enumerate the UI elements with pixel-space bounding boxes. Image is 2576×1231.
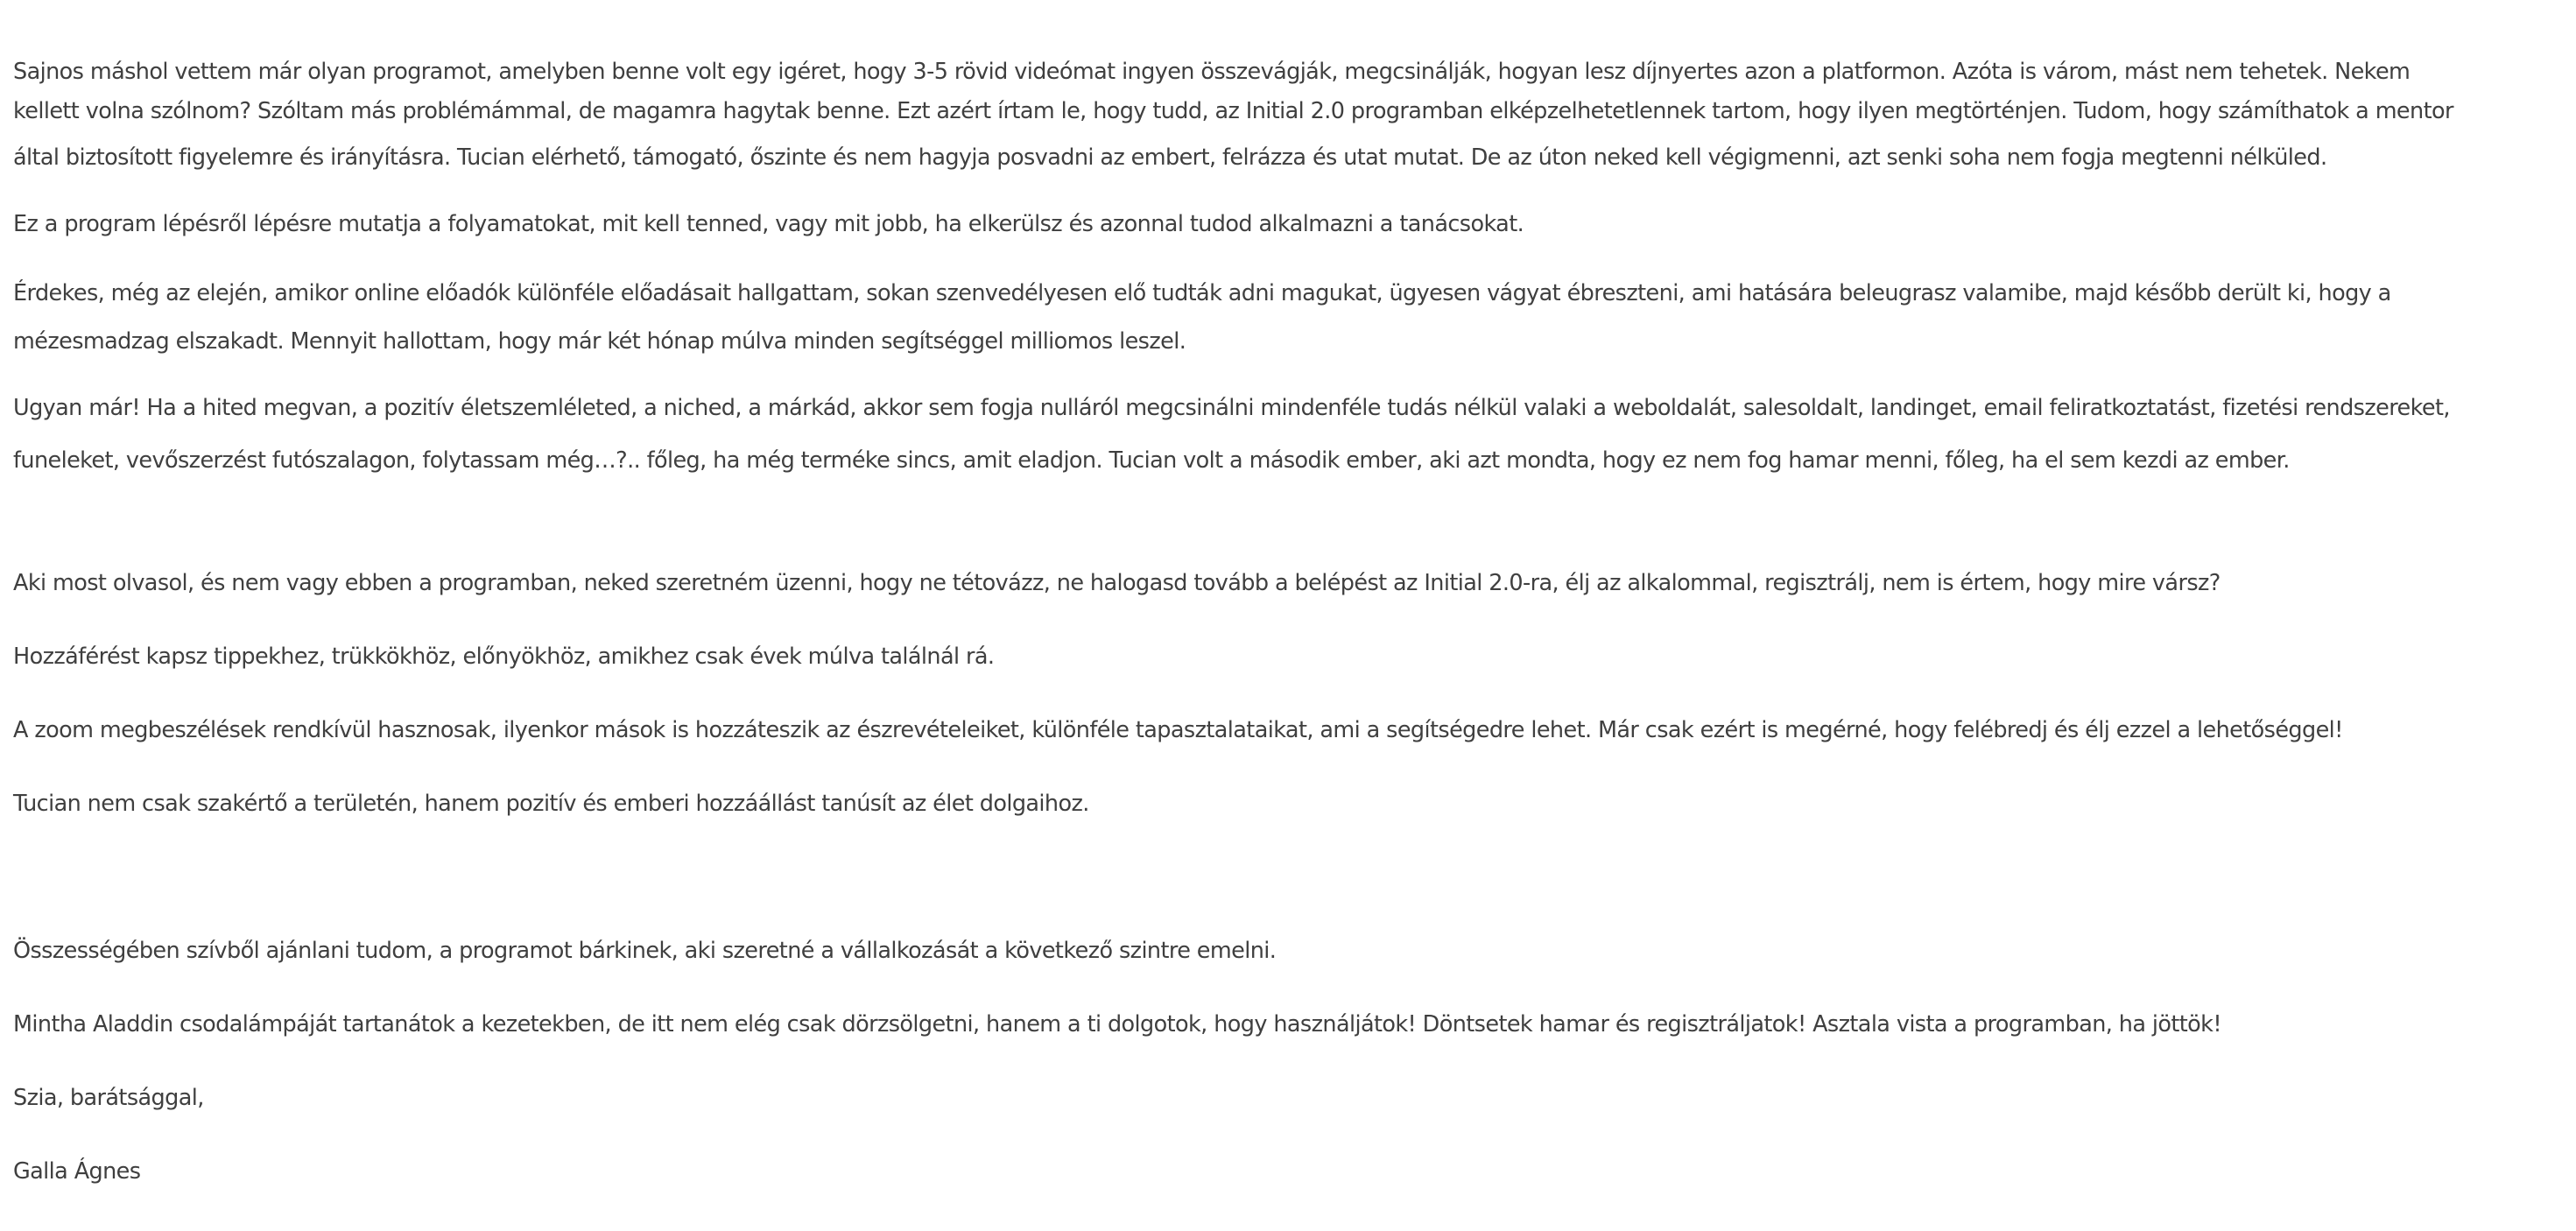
paragraph-access bbox=[13, 630, 2552, 683]
text-line: Ez a program lépésről lépésre mutatja a folyamatokat, mit kell tenned, vagy mit jobb, ha elkerülsz és azonnal tudod alkalmazni a tanácsokat. bbox=[13, 211, 1524, 237]
text-line: A zoom megbeszélések rendkívül hasznosak, ilyenkor mások is hozzáteszik az észrevételeiket, különféle tapasztalataikat, ami a segítségedre lehet. Már csak ezért is megérné, hogy felébredj és élj ezzel a lehetőséggel! bbox=[13, 717, 2343, 743]
text-line: kellett volna szólnom? Szóltam más problémámmal, de magamra hagytak benne. Ezt azért írtam le, hogy tudd, az Initial 2.0 programban elképzelhetetlennek tartom, hogy ilyen megtörténjen. Tudom, hogy számíthatok a mentor bbox=[13, 98, 2453, 124]
paragraph-zoom-meetings bbox=[13, 704, 2552, 756]
paragraph-tucian-expert bbox=[13, 777, 2552, 830]
text-line: funeleket, vevőszerzést futószalagon, folytassam még…?.. főleg, ha még terméke sincs, amit eladjon. Tucian volt a második ember, aki azt mondta, hogy ez nem fog hamar menni, főleg, ha el sem kezdi az ember. bbox=[13, 447, 2290, 474]
paragraph-aladdin bbox=[13, 998, 2552, 1051]
signature-name bbox=[13, 1145, 2552, 1198]
text-line: Hozzáférést kapsz tippekhez, trükkökhöz, előnyökhöz, amikhez csak évek múlva találnál rá. bbox=[13, 644, 995, 670]
text-line: Ugyan már! Ha a hited megvan, a pozitív életszemléleted, a niched, a márkád, akkor sem fogja nulláról megcsinálni mindenféle tudás nélkül valaki a weboldalát, salesoldalt, landinget, email feliratkoztatást, fizetési rendszereket, bbox=[13, 395, 2450, 421]
text-line: Szia, barátsággal, bbox=[13, 1085, 204, 1111]
text-line: Mintha Aladdin csodalámpáját tartanátok a kezetekben, de itt nem elég csak dörzsölgetni, hanem a ti dolgotok, hogy használjátok! Döntsetek hamar és regisztráljatok! Asztala vista a programban, ha jöttök! bbox=[13, 1011, 2221, 1038]
paragraph-previous-program bbox=[13, 53, 2552, 184]
paragraph-ugyan-mar bbox=[13, 382, 2552, 487]
paragraph-reader-message bbox=[13, 557, 2552, 609]
paragraph-recommendation bbox=[13, 925, 2552, 977]
document-body bbox=[13, 53, 2552, 1198]
text-line: által biztosított figyelemre és irányításra. Tucian elérhető, támogató, őszinte és nem hagyja posvadni az embert, felrázza és utat mutat. De az úton neked kell végigmenni, azt senki soha nem fogja megtenni nélküled. bbox=[13, 144, 2327, 171]
text-line: Tucian nem csak szakértő a területén, hanem pozitív és emberi hozzáállást tanúsít az élet dolgaihoz. bbox=[13, 791, 1089, 817]
text-line: mézesmadzag elszakadt. Mennyit hallottam, hogy már két hónap múlva minden segítséggel milliomos leszel. bbox=[13, 328, 1186, 355]
text-line: Galla Ágnes bbox=[13, 1158, 141, 1185]
paragraph-step-by-step bbox=[13, 208, 2552, 240]
text-line: Érdekes, még az elején, amikor online előadók különféle előadásait hallgattam, sokan szenvedélyesen elő tudták adni magukat, ügyesen vágyat ébreszteni, ami hatására beleugrasz valamibe, majd később derült ki, hogy a bbox=[13, 280, 2391, 306]
text-line: Összességében szívből ajánlani tudom, a programot bárkinek, aki szeretné a vállalkozását a következő szintre emelni. bbox=[13, 938, 1277, 964]
paragraph-online-presenters bbox=[13, 271, 2552, 368]
paragraph-greeting bbox=[13, 1072, 2552, 1124]
text-line: Sajnos máshol vettem már olyan programot, amelyben benne volt egy igéret, hogy 3-5 rövid videómat ingyen összevágják, megcsinálják, hogyan lesz díjnyertes azon a platformon. Azóta is várom, mást nem tehetek. Nekem bbox=[13, 59, 2411, 85]
text-line: Aki most olvasol, és nem vagy ebben a programban, neked szeretném üzenni, hogy ne tétovázz, ne halogasd tovább a belépést az Initial 2.0-ra, élj az alkalommal, regisztrálj, nem is értem, hogy mire vársz? bbox=[13, 570, 2221, 596]
